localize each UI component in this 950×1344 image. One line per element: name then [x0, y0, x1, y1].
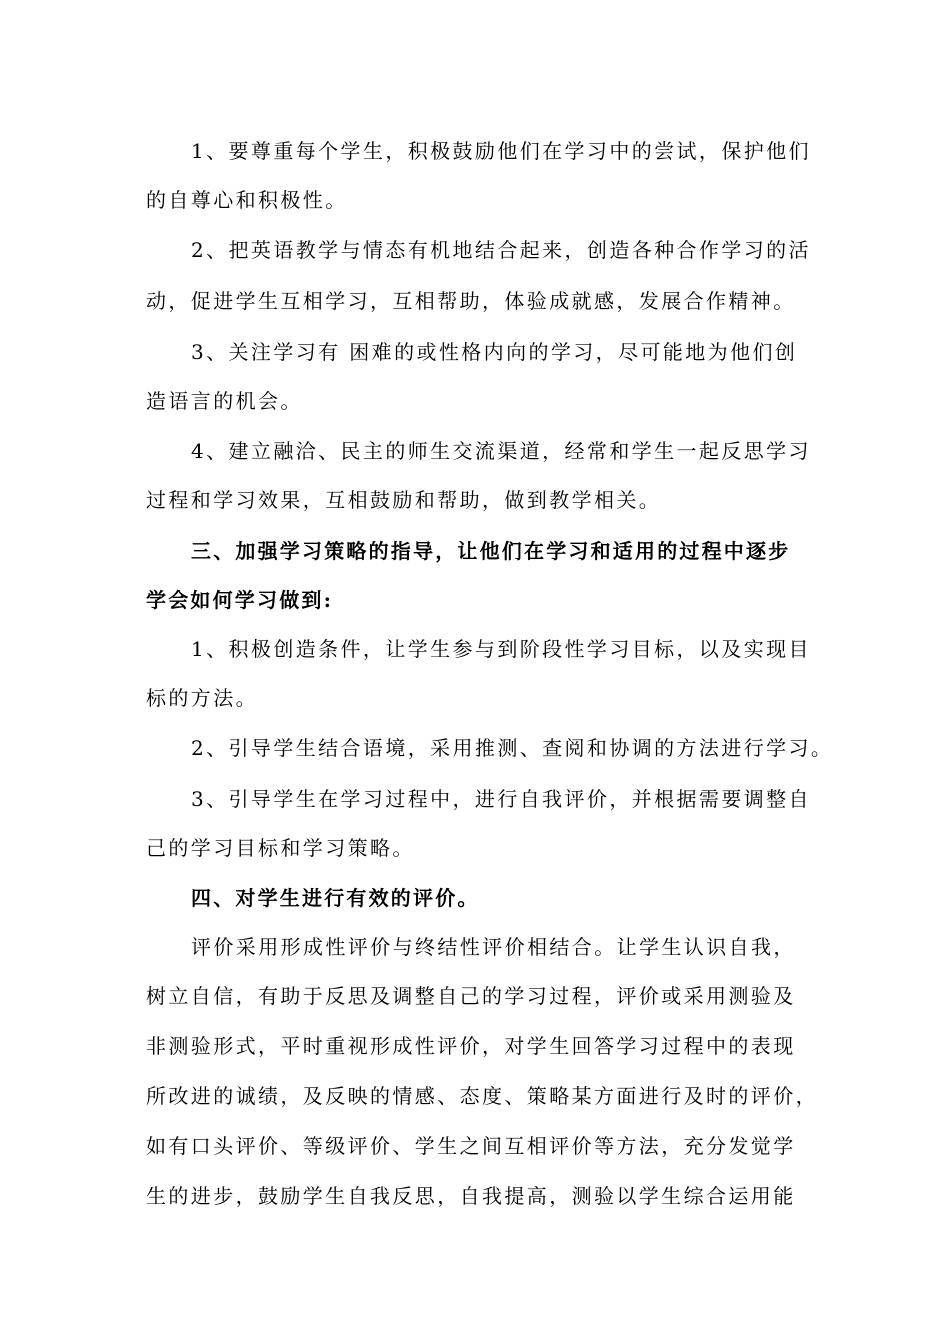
text-line: 的自尊心和积极性。	[146, 188, 348, 212]
text-line: 2、引导学生结合语境，采用推测、查阅和协调的方法进行学习。	[191, 736, 834, 760]
text-line: 4、建立融洽、民主的师生交流渠道，经常和学生一起反思学习	[191, 439, 811, 463]
text-line: 所改进的诚绩，及反映的情感、态度、策略某方面进行及时的评价，	[146, 1084, 818, 1108]
text-line: 动，促进学生互相学习，互相帮助，体验成就感，发展合作精神。	[146, 289, 796, 313]
text-line: 3、引导学生在学习过程中，进行自我评价，并根据需要调整自	[191, 787, 811, 811]
text-line: 如有口头评价、等级评价、学生之间互相评价等方法，充分发觉学	[146, 1134, 796, 1158]
section-heading-4: 四、对学生进行有效的评价。	[191, 886, 480, 910]
text-line: 评价采用形成性评价与终结性评价相结合。让学生认识自我，	[191, 935, 796, 959]
text-line: 己的学习目标和学习策略。	[146, 836, 415, 860]
text-line: 2、把英语教学与情态有机地结合起来，创造各种合作学习的活	[191, 238, 811, 262]
section-heading-3-cont: 学会如何学习做到:	[146, 588, 334, 612]
text-line: 3、关注学习有 困难的或性格内向的学习，尽可能地为他们创	[191, 340, 798, 364]
text-line: 树立自信，有助于反思及调整自己的学习过程，评价或采用测验及	[146, 984, 796, 1008]
text-line: 生的进步，鼓励学生自我反思，自我提高，测验以学生综合运用能	[146, 1184, 796, 1208]
text-line: 过程和学习效果，互相鼓励和帮助，做到教学相关。	[146, 488, 662, 512]
text-line: 1、要尊重每个学生，积极鼓励他们在学习中的尝试，保护他们	[191, 139, 811, 163]
text-line: 1、积极创造条件，让学生参与到阶段性学习目标，以及实现目	[191, 637, 811, 661]
text-line: 造语言的机会。	[146, 389, 303, 413]
section-heading-3: 三、加强学习策略的指导，让他们在学习和适用的过程中逐步	[191, 539, 791, 563]
text-line: 非测验形式，平时重视形成性评价，对学生回答学习过程中的表现	[146, 1034, 796, 1058]
text-line: 标的方法。	[146, 686, 258, 710]
